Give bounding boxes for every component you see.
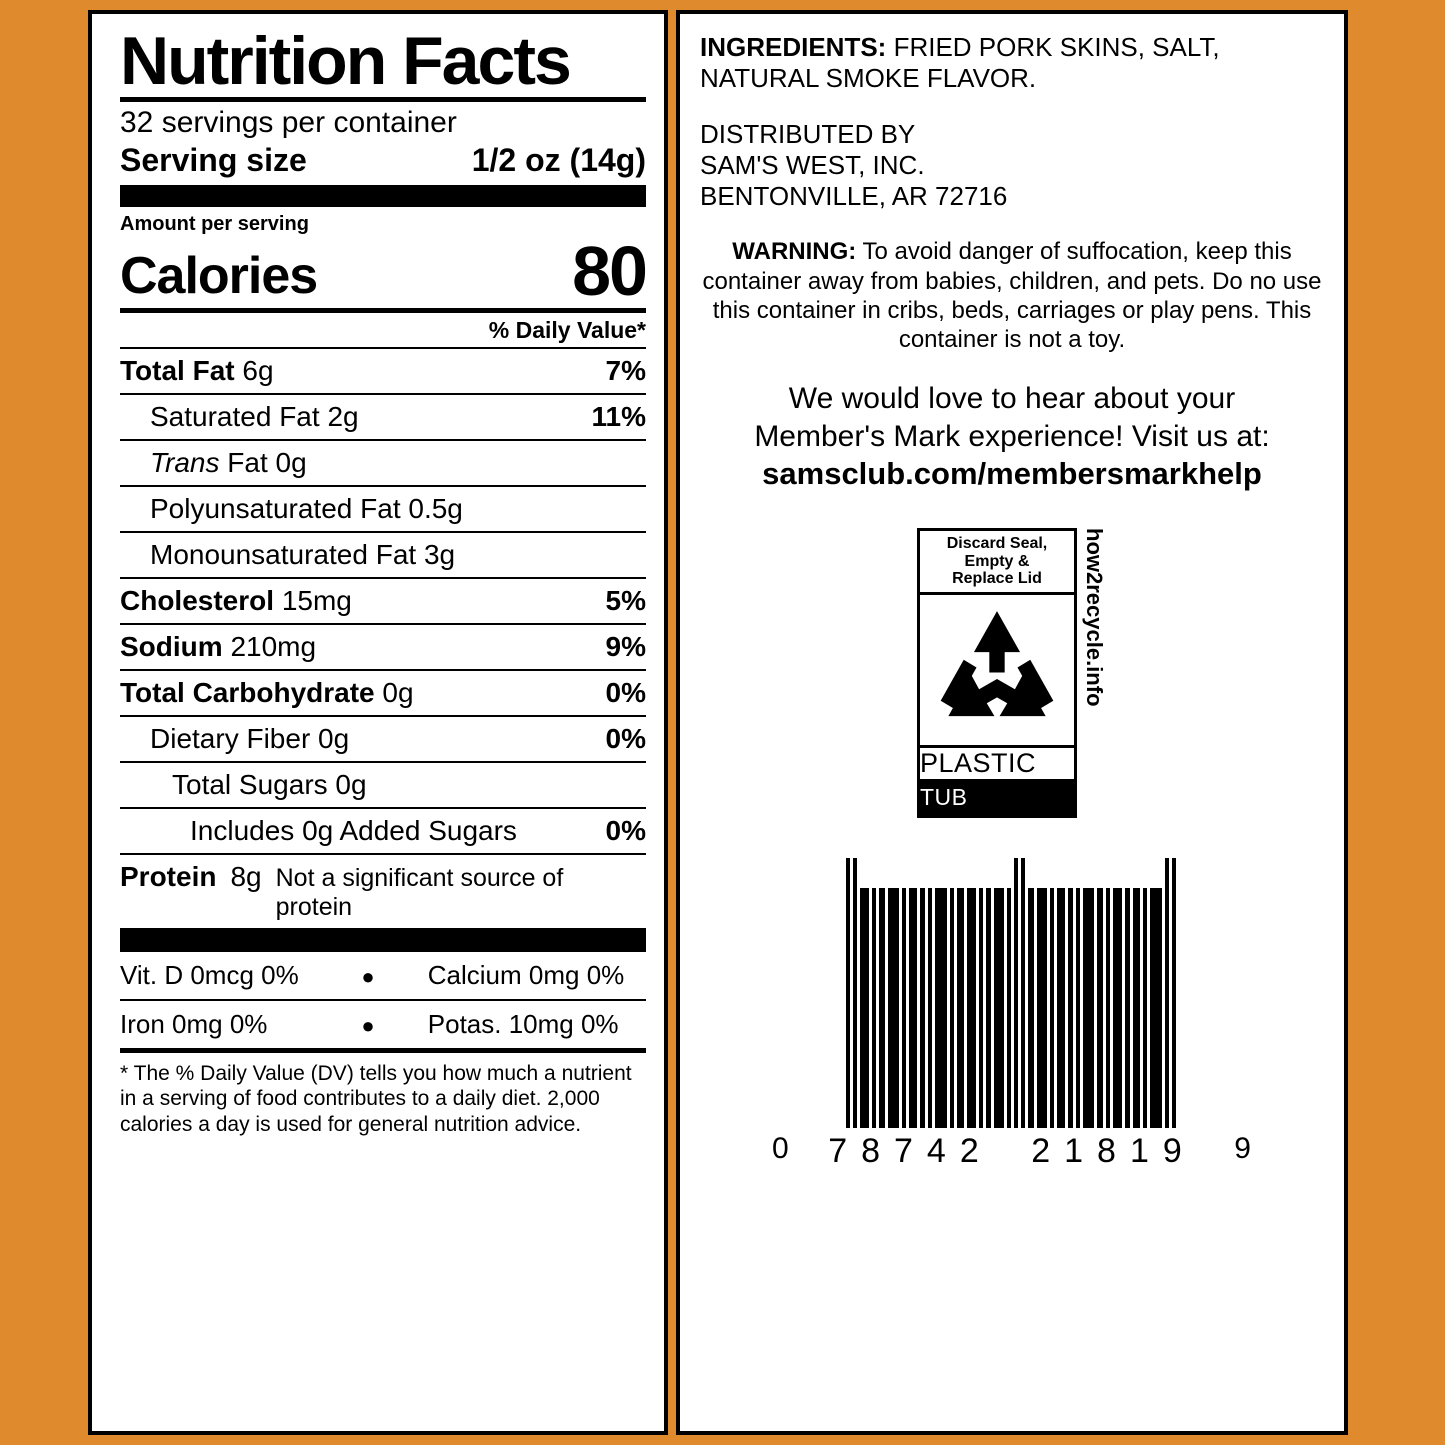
ingredients-block [700, 32, 1324, 93]
nutrient-name: Trans [150, 446, 220, 478]
nutrient-row-trans-fat [120, 439, 646, 485]
how2recycle-url: how2recycle.info [1082, 528, 1107, 707]
company-name: SAM'S WEST, INC. [700, 150, 925, 181]
nutrient-name: Polyunsaturated Fat [150, 492, 401, 524]
nutrient-dv: 11% [591, 400, 646, 432]
bullet-icon: ● [361, 1012, 375, 1038]
servings-per-container: 32 servings per container [120, 105, 457, 139]
nutrient-amount: 0g [335, 768, 367, 800]
nutrient-name: Total Sugars [172, 768, 328, 800]
feedback-block [700, 380, 1324, 494]
nutrient-name: Dietary Fiber [150, 722, 311, 754]
nutrient-name: Includes [190, 814, 295, 846]
nutrient-dv: 0% [605, 722, 646, 754]
barcode-right-digit: 9 [1234, 1131, 1252, 1165]
micronutrient-row [120, 950, 646, 999]
nutrient-row-polyunsaturated-fat [120, 485, 646, 531]
nutrient-dv: 0% [605, 814, 646, 846]
recycle-material: PLASTIC [920, 745, 1074, 782]
nutrient-dv: 5% [605, 584, 646, 616]
barcode-bars [846, 858, 1179, 1128]
recycle-instructions [920, 531, 1074, 595]
recycle-box [917, 528, 1077, 818]
nutrient-name: Saturated Fat [150, 400, 320, 432]
calories-row [120, 231, 646, 310]
recycle-container-type: TUB [920, 782, 1074, 815]
nutrient-amount: 0g [382, 676, 414, 708]
how2recycle-label [700, 528, 1324, 818]
barcode-digits [772, 1132, 1252, 1171]
nutrient-amount: 15mg [281, 584, 352, 616]
recycle-instruction-line-3: Replace Lid [952, 570, 1042, 588]
ingredients-label: INGREDIENTS: [700, 32, 887, 62]
nutrient-row-total-sugars [120, 761, 646, 807]
nutrient-row-added-sugars [120, 807, 646, 853]
nutrient-row-total-fat [120, 347, 646, 393]
nutrient-row-sodium [120, 623, 646, 669]
distributed-by-label: DISTRIBUTED BY [700, 119, 916, 150]
nutrient-row-total-carbohydrate [120, 669, 646, 715]
nutrient-row-monounsaturated-fat [120, 531, 646, 577]
ingredients-text: FRIED PORK SKINS, SALT, NATURAL SMOKE FLAVOR. [700, 32, 1220, 93]
micronutrient-block [120, 950, 646, 1048]
thick-divider-2 [120, 928, 646, 950]
feedback-line-1: We would love to hear about your [788, 382, 1236, 416]
serving-size-value: 1/2 oz (14g) [471, 141, 646, 178]
calories-value: 80 [572, 231, 646, 310]
daily-value-header: % Daily Value* [488, 316, 646, 343]
feedback-url[interactable]: samsclub.com/membersmarkhelp [762, 456, 1262, 492]
micro-left: Vit. D 0mcg 0% [120, 959, 299, 990]
nutrient-name: Total Fat [120, 354, 235, 386]
thick-divider [120, 185, 646, 207]
barcode-left-digit: 0 [772, 1131, 790, 1165]
recycling-symbol-icon [920, 595, 1074, 745]
nutrient-row-dietary-fiber [120, 715, 646, 761]
info-panel [676, 10, 1348, 1435]
nutrient-amount: Fat 0g [227, 446, 307, 478]
micro-right: Potas. 10mg 0% [427, 1008, 619, 1039]
nutrient-dv: 9% [605, 630, 646, 662]
calories-label: Calories [120, 246, 318, 305]
nutrient-amount: 2g [327, 400, 359, 432]
nutrient-amount: 3g [423, 538, 456, 570]
protein-label: Protein [120, 860, 217, 892]
serving-size-label: Serving size [120, 141, 307, 178]
company-address: BENTONVILLE, AR 72716 [700, 180, 1008, 211]
nutrient-name: Sodium [120, 630, 223, 662]
nutrient-row-protein [120, 853, 646, 928]
warning-text: To avoid danger of suffocation, keep this container away from babies, children, and pets. Do no use this container in cribs, beds, carriages or play pens. This container is not a toy. [702, 238, 1322, 354]
upc-barcode [700, 858, 1324, 1171]
warning-label: WARNING: [732, 238, 857, 266]
nutrient-name: Total Carbohydrate [120, 676, 375, 708]
suffocation-warning [700, 237, 1324, 354]
recycle-instruction-line-1: Discard Seal, [946, 535, 1048, 553]
amount-per-serving-label: Amount per serving [120, 212, 309, 235]
protein-amount: 8g [230, 860, 262, 892]
nutrient-amount: 0g [318, 722, 350, 754]
nutrition-facts-title: Nutrition Facts [120, 23, 570, 99]
daily-value-footnote: * The % Daily Value (DV) tells you how much a nutrient in a serving of food contributes to a daily diet. 2,000 calories a day is used for general nutrition advice. [120, 1048, 646, 1138]
serving-size-row [120, 142, 646, 185]
nutrient-amount: 210mg [230, 630, 317, 662]
nutrient-name: Cholesterol [120, 584, 275, 616]
nutrient-amount: 0.5g [408, 492, 463, 524]
nutrient-row-cholesterol [120, 577, 646, 623]
barcode-group-1: 78742 [828, 1131, 993, 1170]
distributor-block [700, 119, 1324, 211]
feedback-line-2: Member's Mark experience! Visit us at: [754, 419, 1270, 453]
nutrient-amount: 6g [242, 354, 274, 386]
micronutrient-row [120, 999, 646, 1048]
protein-note: Not a significant source of protein [275, 863, 564, 921]
nutrient-dv: 0% [605, 676, 646, 708]
micro-right: Calcium 0mg 0% [427, 959, 625, 990]
nutrient-name: Monounsaturated Fat [150, 538, 417, 570]
bullet-icon: ● [361, 963, 375, 989]
micro-left: Iron 0mg 0% [120, 1008, 268, 1039]
nutrient-amount: 0g Added Sugars [302, 814, 517, 846]
nutrition-facts-panel [88, 10, 668, 1435]
nutrient-row-saturated-fat [120, 393, 646, 439]
barcode-group-2: 21819 [1031, 1131, 1196, 1170]
recycle-instruction-line-2: Empty & [964, 552, 1030, 570]
nutrient-dv: 7% [605, 354, 646, 386]
